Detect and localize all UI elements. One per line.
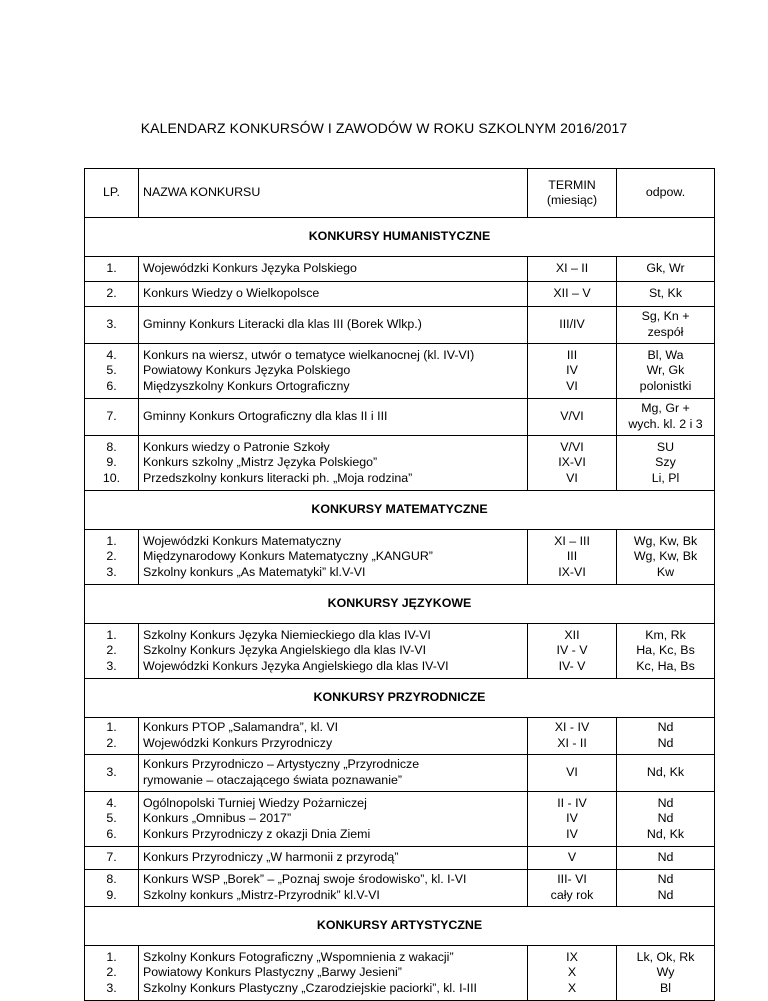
contest-responsible-cell: [617, 399, 715, 436]
contest-name: Powiatowy Konkurs Języka Polskiego: [143, 363, 351, 378]
contest-term: X: [567, 965, 577, 980]
table-row: [85, 847, 715, 870]
contest-responsible-cell: [617, 344, 715, 399]
contest-name: Międzynarodowy Konkurs Matematyczny „KANGUR”: [143, 549, 433, 564]
contest-responsible-cell: [617, 530, 715, 585]
contest-responsible: Nd, Kk: [646, 765, 685, 780]
row-number-cell: [85, 344, 139, 399]
contest-name: Szkolny konkurs „As Matematyki” kl.V-VI: [143, 564, 366, 579]
contest-term: VI: [566, 765, 578, 780]
row-number-cell: [85, 257, 139, 282]
row-number: 7.: [106, 409, 117, 424]
section-title: KONKURSY MATEMATYCZNE: [85, 491, 715, 530]
contest-responsible-cell: [617, 436, 715, 491]
contest-name: Przedszkolny konkurs literacki ph. „Moja rodzina”: [143, 470, 413, 485]
row-number: 3.: [106, 317, 117, 332]
row-number: 8.: [106, 439, 117, 454]
contest-name: Międzyszkolny Konkurs Ortograficzny: [143, 378, 350, 393]
table-row: [85, 257, 715, 282]
contest-term: V/VI: [560, 439, 584, 454]
contest-responsible: Nd: [657, 888, 674, 902]
contest-term: III: [566, 347, 578, 362]
row-number: 4.: [106, 347, 117, 362]
contest-term-cell: [528, 792, 617, 847]
contest-name-cell: [139, 755, 528, 792]
contest-responsible-cell: [617, 257, 715, 282]
header-term-line2: (miesiąc): [546, 193, 598, 207]
row-number-cell: [85, 307, 139, 344]
contest-name: Szkolny konkurs „Mistrz-Przyrodnik” kl.V-VI: [143, 888, 380, 902]
contest-term: IV - V: [556, 643, 588, 658]
section-header-row: [85, 907, 715, 946]
contest-name: Konkurs WSP „Borek” – „Poznaj swoje środowisko”, kl. I-VI: [143, 872, 467, 887]
row-number-cell: [85, 436, 139, 491]
header-term-line1: TERMIN: [548, 177, 596, 192]
contest-name-cell: [139, 792, 528, 847]
contest-term-cell: [528, 755, 617, 792]
section-header-row: [85, 491, 715, 530]
header-lp: LP.: [85, 169, 139, 218]
row-number-cell: [85, 399, 139, 436]
contest-name: Konkurs Przyrodniczy „W harmonii z przyrodą”: [143, 850, 399, 865]
row-number-cell: [85, 946, 139, 1001]
contest-name: Powiatowy Konkurs Plastyczny „Barwy Jesieni”: [143, 965, 402, 980]
contest-term-cell: [528, 718, 617, 755]
header-term: [528, 169, 617, 218]
contest-name: Konkurs szkolny „Mistrz Języka Polskiego”: [143, 455, 378, 470]
contest-name-cell: [139, 624, 528, 679]
header-name: NAZWA KONKURSU: [139, 169, 528, 218]
contest-name-cell: [139, 344, 528, 399]
contest-term: IX-VI: [558, 564, 586, 579]
contest-name: Konkurs Wiedzy o Wielkopolsce: [143, 286, 320, 301]
table-row: [85, 344, 715, 399]
row-number-cell: [85, 624, 139, 679]
table-row: [85, 399, 715, 436]
contest-name: Ogólnopolski Turniej Wiedzy Pożarniczej: [143, 795, 367, 810]
contest-name-cell: [139, 307, 528, 344]
contest-term: XI – III: [554, 533, 590, 548]
contest-name: Konkurs PTOP „Salamandra”, kl. VI: [143, 720, 339, 735]
contest-responsible: wych. kl. 2 i 3: [628, 417, 703, 431]
section-title: KONKURSY JĘZYKOWE: [85, 585, 715, 624]
contest-term: IV- V: [558, 658, 586, 673]
contest-term: V/VI: [560, 409, 584, 424]
row-number: 2.: [106, 286, 117, 301]
section-title: KONKURSY PRZYRODNICZE: [85, 679, 715, 718]
row-number: 1.: [106, 627, 117, 642]
row-number: 9.: [106, 455, 117, 470]
contest-name: Konkurs Przyrodniczy z okazji Dnia Ziemi: [143, 826, 371, 841]
contest-responsible: Wg, Kw, Bk: [633, 549, 698, 564]
table-row: [85, 792, 715, 847]
contest-responsible: Sg, Kn +: [641, 309, 690, 324]
contest-name: Wojewódzki Konkurs Języka Angielskiego dla klas IV-VI: [143, 658, 449, 673]
row-number: 6.: [106, 378, 117, 393]
contest-responsible: Km, Rk: [645, 627, 686, 642]
contest-term: III: [566, 549, 578, 564]
table-row: [85, 307, 715, 344]
header-odp: odpow.: [617, 169, 715, 218]
contest-term-cell: [528, 282, 617, 307]
table-row: [85, 870, 715, 907]
contest-name: Gminny Konkurs Ortograficzny dla klas II i III: [143, 409, 388, 424]
contest-responsible-cell: [617, 624, 715, 679]
contest-term-cell: [528, 946, 617, 1001]
row-number: 5.: [106, 363, 117, 378]
contest-responsible: Gk, Wr: [646, 261, 685, 276]
row-number-cell: [85, 792, 139, 847]
contest-responsible: Nd: [657, 720, 674, 735]
contest-responsible-cell: [617, 755, 715, 792]
contest-term: VI: [566, 378, 578, 393]
contest-term-cell: [528, 870, 617, 907]
contest-term: IX-VI: [558, 455, 586, 470]
row-number: 1.: [106, 949, 117, 964]
contest-term: XII – V: [553, 286, 591, 301]
contest-responsible: Szy: [655, 455, 676, 470]
contest-name: Konkurs wiedzy o Patronie Szkoły: [143, 439, 330, 454]
row-number: 2.: [106, 965, 117, 980]
contest-responsible: Wg, Kw, Bk: [633, 533, 698, 548]
contest-responsible-cell: [617, 946, 715, 1001]
contest-responsible: Nd: [657, 850, 674, 865]
row-number: 5.: [106, 811, 117, 826]
table-row: [85, 624, 715, 679]
contest-name: Szkolny Konkurs Plastyczny „Czarodziejskie paciorki”, kl. I-III: [143, 980, 477, 995]
contest-term: VI: [566, 470, 578, 485]
row-number: 3.: [106, 765, 117, 780]
row-number-cell: [85, 282, 139, 307]
contest-name-cell: [139, 257, 528, 282]
contest-name: Konkurs Przyrodniczo – Artystyczny „Przyrodnicze: [143, 757, 420, 772]
contest-responsible: Ha, Kc, Bs: [636, 643, 695, 658]
contest-term: III- VI: [557, 872, 587, 887]
table-row: [85, 718, 715, 755]
contest-term: IV: [566, 363, 578, 378]
contest-term: cały rok: [550, 888, 594, 902]
row-number: 3.: [106, 564, 117, 579]
section-title: KONKURSY ARTYSTYCZNE: [85, 907, 715, 946]
section-title: KONKURSY HUMANISTYCZNE: [85, 218, 715, 257]
contest-responsible: Li, Pl: [651, 470, 680, 485]
contest-term: XI - IV: [554, 720, 590, 735]
contest-table: [84, 168, 715, 1001]
contest-name-cell: [139, 946, 528, 1001]
contest-name-cell: [139, 718, 528, 755]
contest-name: Gminny Konkurs Literacki dla klas III (Borek Wlkp.): [143, 317, 422, 332]
row-number-cell: [85, 530, 139, 585]
contest-responsible: Kw: [656, 564, 675, 579]
table-row: [85, 530, 715, 585]
contest-name-cell: [139, 399, 528, 436]
table-row: [85, 436, 715, 491]
contest-name: Szkolny Konkurs Fotograficzny „Wspomnienia z wakacji”: [143, 949, 454, 964]
contest-term-cell: [528, 307, 617, 344]
row-number-cell: [85, 755, 139, 792]
contest-responsible: Nd, Kk: [646, 826, 685, 841]
contest-name: Wojewódzki Konkurs Matematyczny: [143, 533, 342, 548]
contest-term: IX: [566, 949, 578, 964]
contest-name-cell: [139, 436, 528, 491]
row-number: 9.: [106, 888, 117, 902]
row-number: 2.: [106, 549, 117, 564]
contest-term-cell: [528, 436, 617, 491]
row-number: 6.: [106, 826, 117, 841]
table-row: [85, 282, 715, 307]
contest-term: IV: [566, 811, 578, 826]
table-header-row: [85, 169, 715, 218]
contest-name-cell: [139, 847, 528, 870]
row-number: 7.: [106, 850, 117, 865]
section-header-row: [85, 218, 715, 257]
contest-responsible: polonistki: [639, 378, 692, 393]
table-row: [85, 946, 715, 1001]
contest-term-cell: [528, 399, 617, 436]
row-number: 4.: [106, 795, 117, 810]
contest-responsible: Bl, Wa: [647, 347, 684, 362]
contest-responsible: Nd: [657, 872, 674, 887]
contest-term: X: [567, 980, 577, 995]
table-row: [85, 755, 715, 792]
row-number: 1.: [106, 720, 117, 735]
contest-name: Konkurs „Omnibus – 2017”: [143, 811, 292, 826]
contest-responsible-cell: [617, 792, 715, 847]
contest-term: XI – II: [555, 261, 589, 276]
row-number: 10.: [102, 470, 121, 485]
contest-term: III/IV: [559, 317, 585, 332]
contest-responsible: SU: [656, 439, 675, 454]
row-number-cell: [85, 870, 139, 907]
contest-term-cell: [528, 847, 617, 870]
contest-responsible: Bl: [659, 980, 672, 995]
contest-responsible: Kc, Ha, Bs: [636, 658, 695, 673]
page-title: KALENDARZ KONKURSÓW I ZAWODÓW W ROKU SZKOLNYM 2016/2017: [140, 120, 628, 136]
row-number-cell: [85, 718, 139, 755]
contest-term: XI - II: [557, 736, 587, 750]
contest-responsible-cell: [617, 870, 715, 907]
contest-name-cell: [139, 530, 528, 585]
contest-name: Szkolny Konkurs Języka Angielskiego dla klas IV-VI: [143, 643, 427, 658]
contest-name: Wojewódzki Konkurs Języka Polskiego: [143, 261, 357, 276]
contest-term: II - IV: [557, 795, 587, 810]
contest-responsible-cell: [617, 282, 715, 307]
row-number: 1.: [106, 261, 117, 276]
contest-responsible: Nd: [657, 811, 674, 826]
row-number: 2.: [106, 736, 117, 750]
contest-responsible: St, Kk: [648, 286, 683, 301]
contest-responsible-cell: [617, 307, 715, 344]
contest-name: Szkolny Konkurs Języka Niemieckiego dla klas IV-VI: [143, 627, 431, 642]
row-number: 1.: [106, 533, 117, 548]
contest-name: Konkurs na wiersz, utwór o tematyce wielkanocnej (kl. IV-VI): [143, 347, 475, 362]
contest-responsible-cell: [617, 718, 715, 755]
contest-responsible: zespół: [647, 325, 684, 339]
contest-responsible: Mg, Gr +: [641, 401, 690, 416]
contest-name-cell: [139, 870, 528, 907]
contest-responsible: Lk, Ok, Rk: [636, 949, 695, 964]
contest-term-cell: [528, 344, 617, 399]
contest-term-cell: [528, 624, 617, 679]
row-number-cell: [85, 847, 139, 870]
row-number: 2.: [106, 643, 117, 658]
contest-responsible: Nd: [657, 736, 674, 750]
row-number: 3.: [106, 980, 117, 995]
contest-name: Wojewódzki Konkurs Przyrodniczy: [143, 736, 333, 750]
contest-responsible-cell: [617, 847, 715, 870]
contest-responsible: Wr, Gk: [646, 363, 685, 378]
contest-term-cell: [528, 257, 617, 282]
section-header-row: [85, 585, 715, 624]
contest-name-cell: [139, 282, 528, 307]
section-header-row: [85, 679, 715, 718]
row-number: 8.: [106, 872, 117, 887]
contest-term: IV: [566, 826, 578, 841]
contest-responsible: Nd: [657, 795, 674, 810]
contest-term: V: [567, 850, 577, 865]
contest-term: XII: [564, 627, 580, 642]
row-number: 3.: [106, 658, 117, 673]
contest-responsible: Wy: [656, 965, 675, 980]
contest-name: rymowanie – otaczającego świata poznawanie”: [143, 773, 402, 787]
contest-term-cell: [528, 530, 617, 585]
